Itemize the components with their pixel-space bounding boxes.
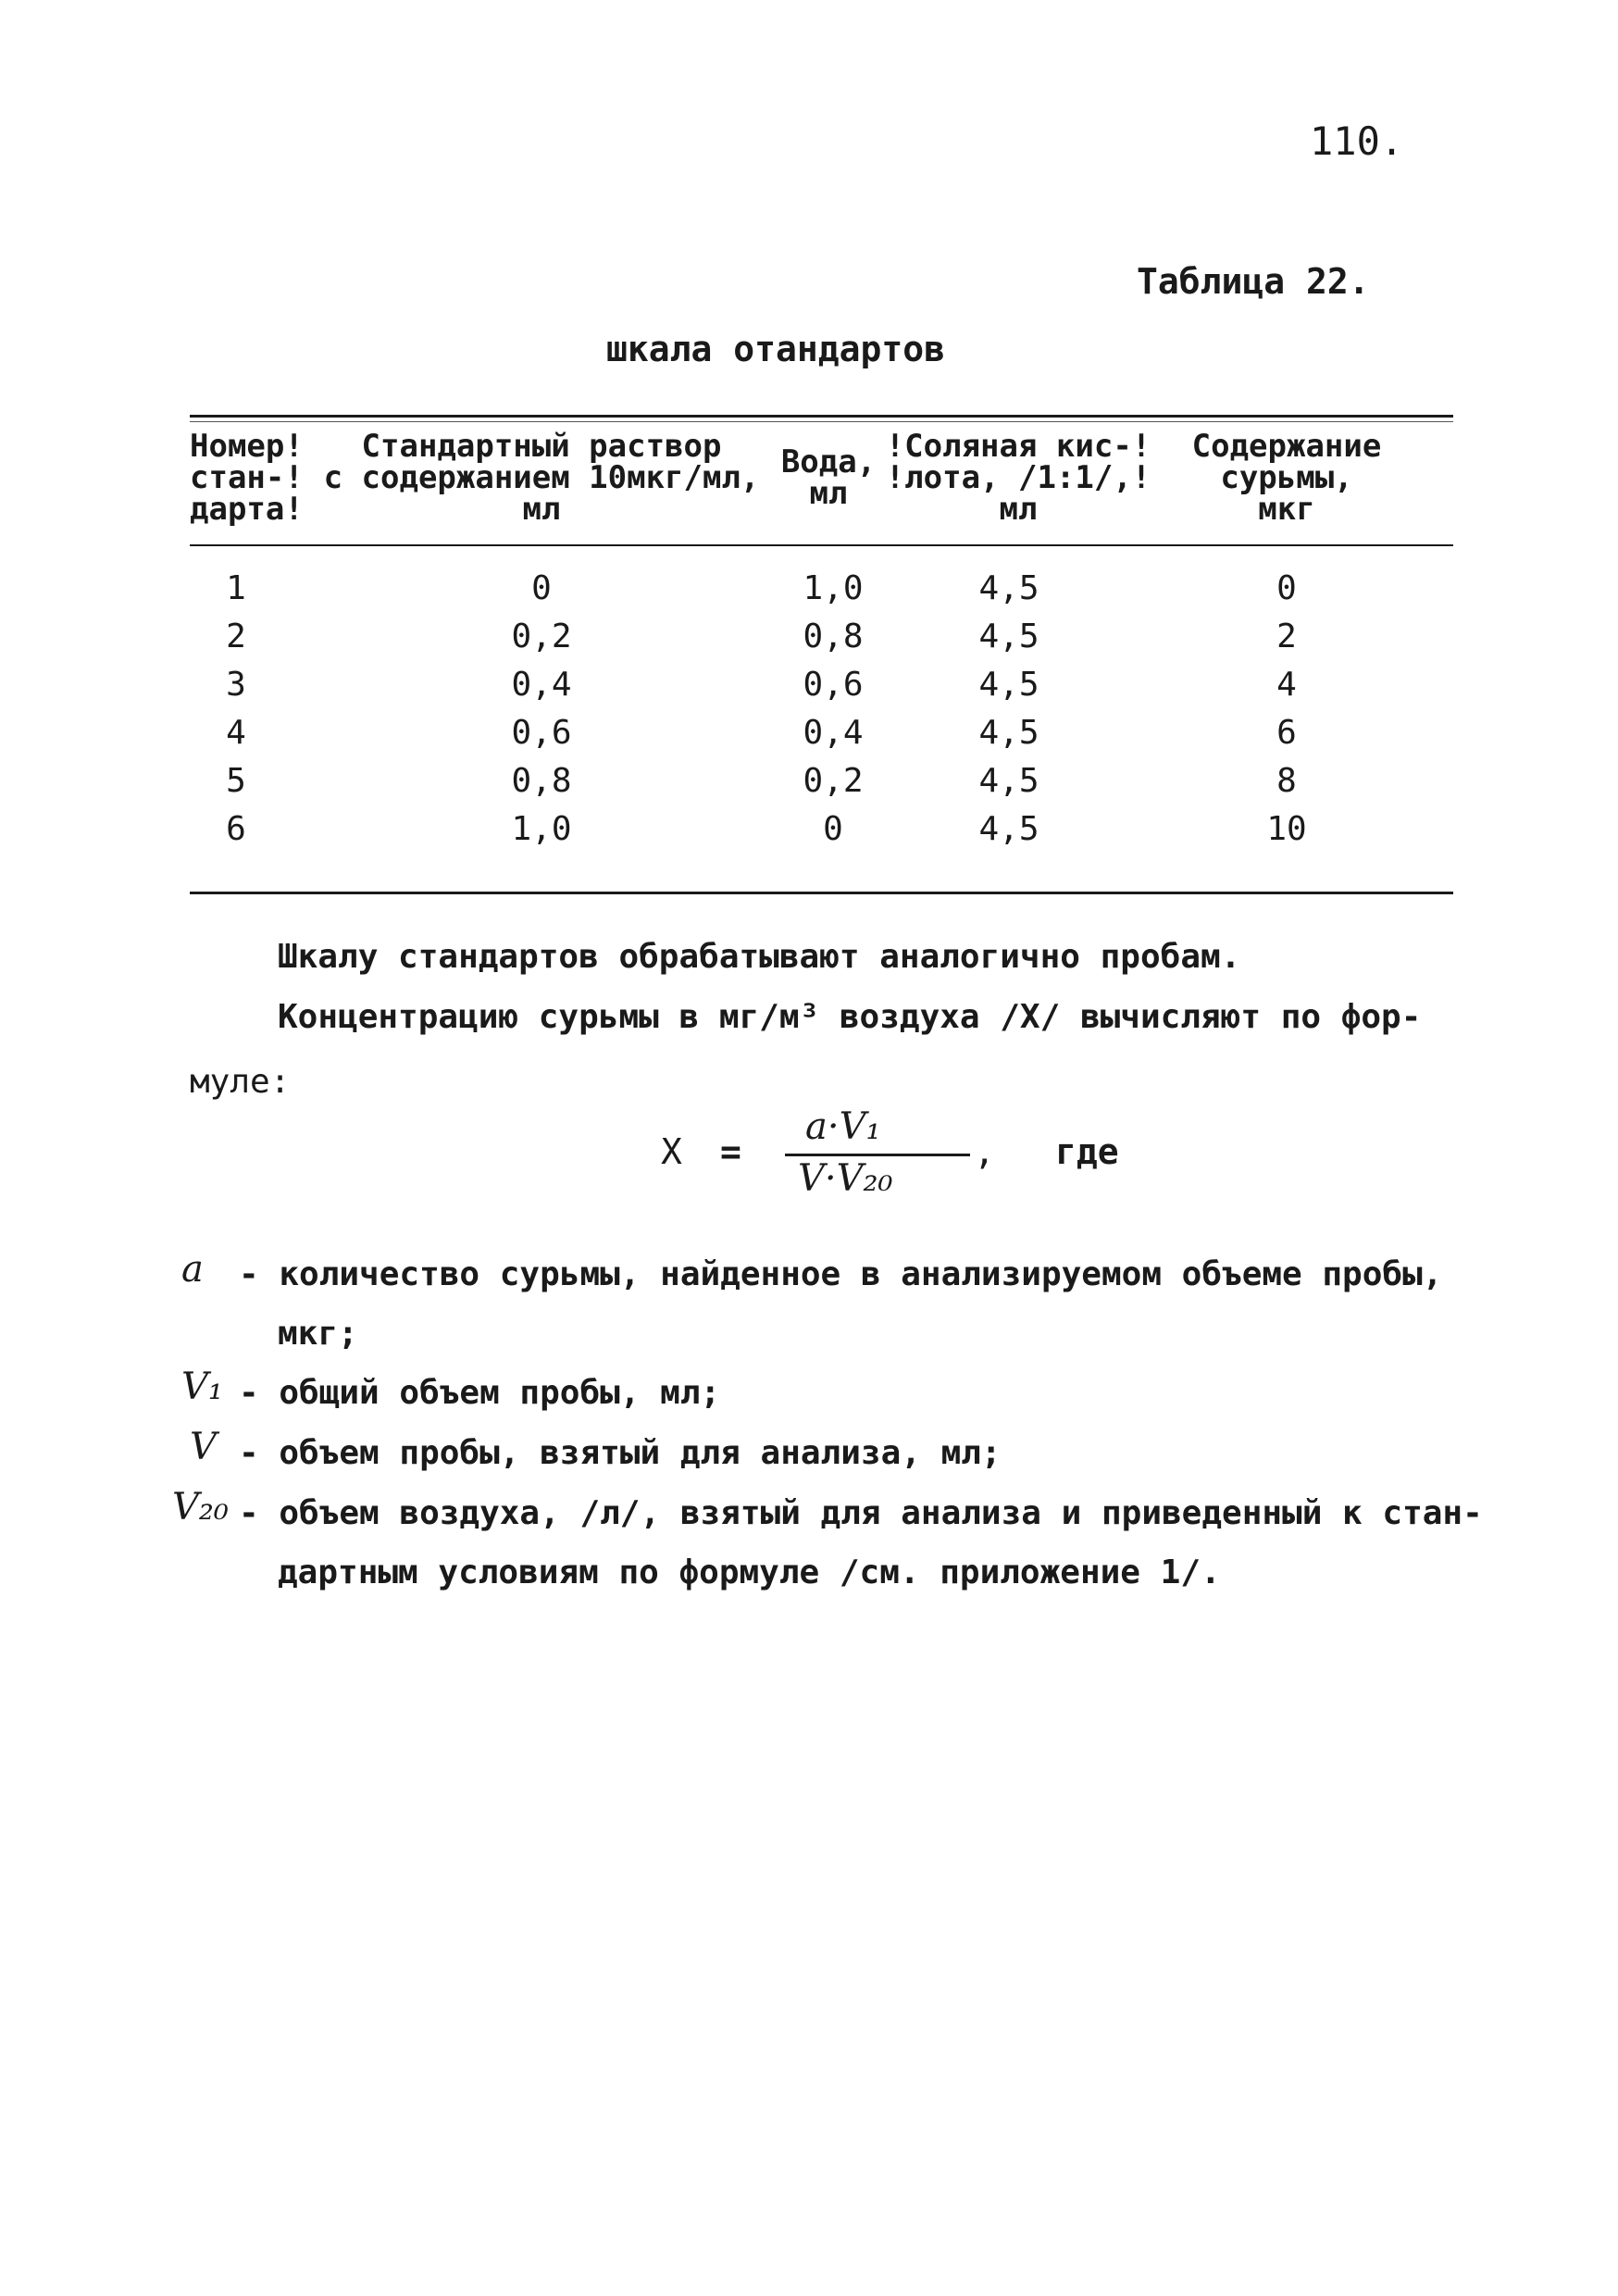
- cell-number: 6: [226, 810, 246, 848]
- cell-water: 1,0: [803, 569, 864, 607]
- paragraph-concentration-line1: Концентрацию сурьмы в мг/м³ воздуха /Х/ вычисляют по фор-: [278, 998, 1422, 1036]
- header-bottom-rule: [190, 544, 1453, 546]
- header-hydrochloric-acid: [879, 428, 1157, 528]
- cell-standard: 1,0: [511, 810, 572, 848]
- cell-standard: 0,6: [511, 714, 572, 752]
- cell-number: 1: [226, 569, 246, 607]
- cell-acid: 4,5: [978, 618, 1039, 655]
- header-content-line3: мкг: [1258, 491, 1315, 528]
- cell-acid: 4,5: [978, 762, 1039, 800]
- table-top-rule: [190, 415, 1453, 418]
- formula-lhs: Х: [661, 1131, 682, 1172]
- cell-content: 10: [1266, 810, 1307, 848]
- cell-standard: 0,4: [511, 666, 572, 704]
- paragraph-concentration-line2: муле:: [190, 1063, 291, 1101]
- header-number-line2: стан-!: [190, 459, 304, 496]
- cell-water: 0,2: [803, 762, 864, 800]
- cell-content: 2: [1276, 618, 1297, 655]
- formula-denominator: V·V₂₀: [798, 1157, 893, 1200]
- header-number-line1: Номер!: [190, 428, 304, 465]
- header-acid-line3: мл: [999, 491, 1038, 528]
- formula-comma: ,: [974, 1131, 995, 1172]
- header-water-line2: мл: [809, 475, 848, 512]
- table-bottom-rule: [190, 892, 1453, 894]
- header-standard-line1: Стандартный раствор: [361, 428, 722, 465]
- definition-text-line1: - общий объем пробы, мл;: [239, 1374, 721, 1412]
- header-water-line1: Вода,: [780, 443, 877, 480]
- table-label: Таблица 22.: [1137, 261, 1370, 302]
- header-water: [768, 443, 889, 512]
- symbol-v: V: [190, 1426, 217, 1468]
- definition-text-line2: мкг;: [278, 1315, 358, 1353]
- header-content-line1: Содержание: [1191, 428, 1382, 465]
- header-antimony-content: [1162, 428, 1412, 528]
- header-standard-line2: с содержанием 10мкг/мл,: [323, 459, 760, 496]
- cell-standard: 0,2: [511, 618, 572, 655]
- cell-content: 0: [1276, 569, 1297, 607]
- table-top-rule-2: [190, 421, 1453, 422]
- header-acid-line2: !лота, /1:1/,!: [885, 459, 1151, 496]
- cell-acid: 4,5: [978, 810, 1039, 848]
- cell-standard: 0: [531, 569, 552, 607]
- formula-fraction-bar: [785, 1154, 970, 1156]
- cell-acid: 4,5: [978, 569, 1039, 607]
- table-title: шкала отандартов: [606, 329, 946, 369]
- symbol-v1: V₁: [181, 1366, 223, 1408]
- formula-numerator: а·V₁: [805, 1105, 881, 1148]
- cell-water: 0,6: [803, 666, 864, 704]
- header-standard-line3: мл: [522, 491, 561, 528]
- symbol-a: а: [181, 1248, 204, 1291]
- header-number-line3: дарта!: [190, 491, 304, 528]
- cell-content: 6: [1276, 714, 1297, 752]
- header-acid-line1: !Соляная кис-!: [885, 428, 1151, 465]
- paragraph-processing: Шкалу стандартов обрабатывают аналогично пробам.: [278, 938, 1241, 976]
- cell-number: 4: [226, 714, 246, 752]
- cell-content: 8: [1276, 762, 1297, 800]
- definition-text-line1: - объем пробы, взятый для анализа, мл;: [239, 1434, 1002, 1472]
- cell-number: 3: [226, 666, 246, 704]
- header-content-line2: сурьмы,: [1220, 459, 1353, 496]
- formula-equals: =: [720, 1131, 741, 1172]
- formula: [648, 1102, 1166, 1204]
- cell-water: 0,4: [803, 714, 864, 752]
- cell-standard: 0,8: [511, 762, 572, 800]
- page-number: 110.: [1310, 119, 1404, 164]
- header-standard-solution: [319, 428, 764, 528]
- cell-acid: 4,5: [978, 666, 1039, 704]
- definition-text-line1: - количество сурьмы, найденное в анализируемом объеме пробы,: [239, 1255, 1443, 1293]
- cell-number: 2: [226, 618, 246, 655]
- symbol-v20: V₂₀: [172, 1486, 229, 1529]
- cell-content: 4: [1276, 666, 1297, 704]
- definition-text-line1: - объем воздуха, /л/, взятый для анализа и приведенный к стан-: [239, 1494, 1483, 1532]
- cell-number: 5: [226, 762, 246, 800]
- definition-text-line2: дартным условиям по формуле /см. приложение 1/.: [278, 1554, 1221, 1591]
- cell-acid: 4,5: [978, 714, 1039, 752]
- cell-water: 0,8: [803, 618, 864, 655]
- formula-where: где: [1055, 1131, 1119, 1172]
- cell-water: 0: [823, 810, 843, 848]
- header-number: [190, 428, 329, 528]
